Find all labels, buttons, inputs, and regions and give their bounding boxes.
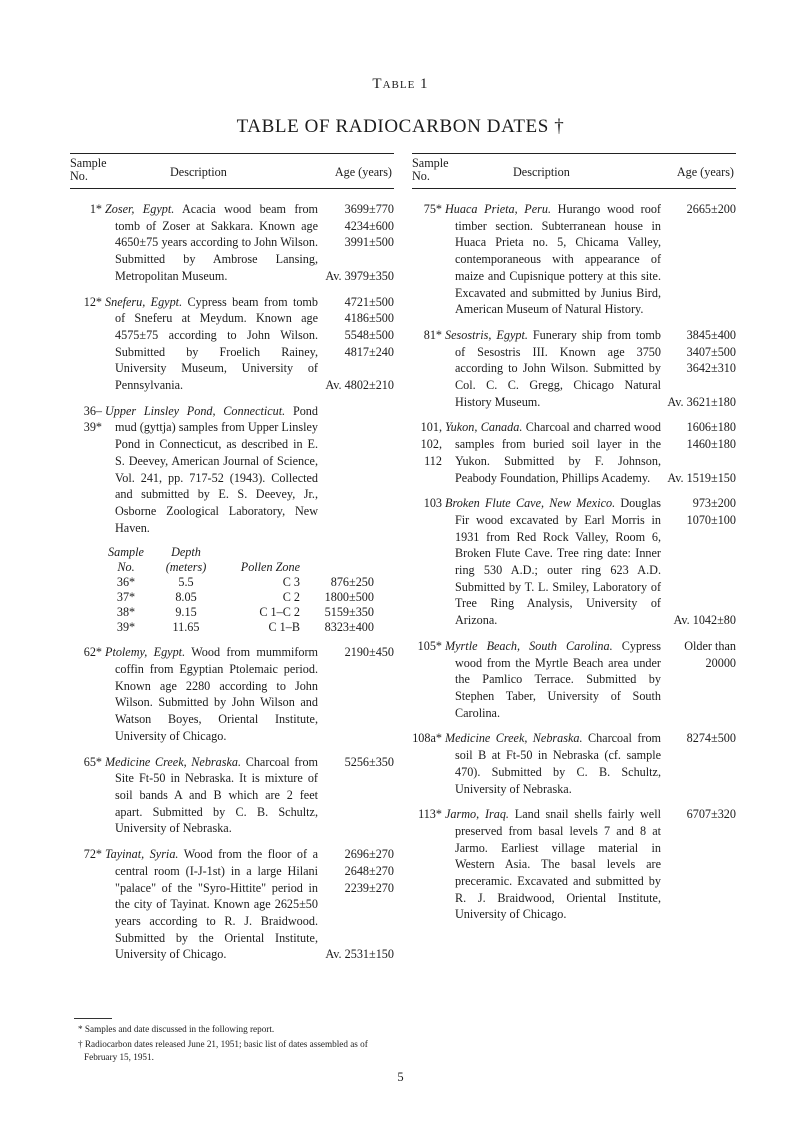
sample-text: Charcoal from Site Ft-50 in Nebraska. It is mixture of soil bands A and B which are 2 feet apart. Submitted by C. B. Schultz, University of Nebraska. bbox=[115, 754, 319, 836]
age-spacer bbox=[661, 453, 736, 470]
sample-ages bbox=[318, 201, 394, 285]
sample-description bbox=[445, 327, 661, 411]
table-row bbox=[412, 201, 736, 318]
sample-number: 72* bbox=[83, 847, 102, 862]
pollen-depth: 11.65 bbox=[172, 620, 200, 635]
sample-location: Broken Flute Cave, New Mexico. bbox=[445, 496, 616, 511]
sample-location: Sneferu, Egypt. bbox=[105, 294, 183, 309]
sample-ages bbox=[318, 754, 394, 838]
pollen-age: 1800±500 bbox=[324, 590, 374, 605]
age-value: 5548±500 bbox=[344, 327, 394, 342]
sample-ages bbox=[661, 806, 736, 923]
sample-description bbox=[105, 201, 318, 285]
sample-text: Land snail shells fairly well preserved from basal levels 7 and 8 at Jarmo. Earliest village material in Western Asia. The basal levels are preceramic. Excavated and submitted by R. J. Braidwood, Oriental Institute, University of Chicago. bbox=[455, 807, 661, 922]
pollen-age: 5159±350 bbox=[324, 605, 374, 620]
sample-description bbox=[105, 644, 318, 744]
sample-number: 62* bbox=[83, 645, 102, 660]
sample-location: Yukon, Canada. bbox=[445, 420, 523, 435]
age-value: 4817±240 bbox=[344, 344, 394, 359]
age-value: 3407±500 bbox=[686, 344, 736, 359]
sample-description bbox=[105, 294, 318, 394]
right-table-body bbox=[412, 189, 736, 923]
age-average: Av. 3979±350 bbox=[325, 268, 394, 283]
table-row bbox=[412, 638, 736, 722]
table-row bbox=[70, 294, 394, 394]
footnote-samples: * Samples and date discussed in the following report. bbox=[78, 1024, 275, 1034]
age-value: 3699±770 bbox=[344, 202, 394, 216]
sample-number: 1* bbox=[89, 202, 102, 216]
sample-description bbox=[445, 419, 661, 486]
pollen-row bbox=[100, 620, 374, 635]
sample-location: Medicine Creek, Nebraska. bbox=[445, 731, 583, 746]
table-row bbox=[70, 201, 394, 285]
pollen-zone: C 2 bbox=[282, 590, 300, 605]
sample-text: Hurango wood roof timber section. Subterranean house in Huaca Prieta no. 5, Chicama Valley, contemporaneous with appearance of maize and Cupisnique pottery at this site. Excavated and submitted by Junius Bird, American Museum of Natural History. bbox=[455, 202, 661, 317]
footnote-release: † Radiocarbon dates released June 21, 1951; basic list of dates assembled as of February 15, 1951. bbox=[78, 1039, 368, 1062]
pollen-header: Sample No. bbox=[108, 545, 144, 575]
sample-ages bbox=[318, 846, 394, 963]
age-value: 4234±600 bbox=[344, 218, 394, 233]
age-average: Av. 2531±150 bbox=[325, 947, 394, 962]
sample-number: 12* bbox=[83, 294, 102, 309]
sample-location: Ptolemy, Egypt. bbox=[105, 645, 186, 660]
sample-text: Funerary ship from tomb of Sesostris III. Known age 3750 according to John Wilson. Submitted by Col. C. C. Gregg, Chicago Natural History Museum. bbox=[455, 327, 661, 409]
table-row bbox=[412, 730, 736, 797]
sample-ages bbox=[318, 294, 394, 394]
age-value: 2648±270 bbox=[344, 863, 394, 878]
sample-number: 105* bbox=[417, 638, 442, 653]
sample-location: Huaca Prieta, Peru. bbox=[445, 202, 552, 216]
sample-text: Douglas Fir wood excavated by Earl Morris in 1931 from Red Rock Valley, Room 6, Broken Flute Cave. Tree ring date: Inner ring 530 A.D.; outer ring 623 A.D. Submitted by T. L. Smiley, Laboratory of Tree Ring Analysis, University of Arizona. bbox=[455, 496, 661, 628]
table-title: TABLE OF RADIOCARBON DATES † bbox=[236, 116, 565, 137]
sample-ages bbox=[661, 419, 736, 486]
pollen-header-age bbox=[300, 545, 374, 575]
age-value: 8274±500 bbox=[686, 731, 736, 746]
table-row bbox=[412, 419, 736, 486]
header-sample-no: Sample No. bbox=[70, 156, 107, 183]
header-description: Description bbox=[513, 165, 570, 179]
sample-location: Tayinat, Syria. bbox=[105, 847, 179, 862]
age-value: 1460±180 bbox=[686, 437, 736, 452]
sample-number: 101, 102, 112 bbox=[420, 420, 442, 468]
sample-text: Charcoal and charred wood samples from buried soil layer in the Yukon. Submitted by F. Johnson, Peabody Foundation, Phillips Academy. bbox=[455, 420, 662, 485]
sample-description bbox=[445, 730, 661, 797]
age-value: 1070±100 bbox=[686, 512, 736, 527]
table-row bbox=[412, 495, 736, 629]
pollen-sample: 37* bbox=[116, 590, 136, 605]
sample-location: Sesostris, Egypt. bbox=[445, 327, 528, 342]
sample-ages bbox=[661, 495, 736, 629]
pollen-zone: C 1–B bbox=[268, 620, 300, 635]
age-value: 1606±180 bbox=[686, 420, 736, 435]
sample-location: Jarmo, Iraq. bbox=[445, 807, 509, 822]
sample-description bbox=[105, 403, 318, 537]
age-value: 2665±200 bbox=[686, 202, 736, 216]
age-spacer bbox=[318, 251, 394, 268]
sample-number: 36–39* bbox=[83, 403, 102, 435]
sample-location: Myrtle Beach, South Carolina. bbox=[445, 638, 613, 653]
sample-description bbox=[445, 806, 661, 923]
header-age: Age (years) bbox=[676, 165, 734, 179]
sample-location: Medicine Creek, Nebraska. bbox=[105, 754, 242, 769]
pollen-header: Depth (meters) bbox=[165, 545, 207, 575]
table-label: Table 1 bbox=[372, 76, 429, 92]
age-value: 3845±400 bbox=[686, 327, 736, 342]
footnotes bbox=[74, 1018, 400, 1066]
table-row bbox=[412, 327, 736, 411]
age-value: Older than bbox=[684, 638, 736, 653]
pollen-depth: 8.05 bbox=[175, 590, 197, 605]
pollen-zone: C 3 bbox=[282, 575, 300, 590]
pollen-subtable bbox=[100, 545, 394, 635]
sample-text: Wood from mummiform coffin from Egyptian Ptolemaic period. Known age 2280 according to John Wilson. Submitted by John Wilson and Watson Boyes, Oriental Institute, University of Chicago. bbox=[115, 645, 319, 743]
age-value: 3991±500 bbox=[344, 235, 394, 250]
age-spacer bbox=[661, 529, 736, 613]
age-average: Av. 1042±80 bbox=[673, 613, 736, 628]
age-average: Av. 4802±210 bbox=[325, 378, 394, 393]
sample-ages bbox=[318, 403, 394, 537]
table-row bbox=[70, 754, 394, 838]
sample-description bbox=[445, 201, 661, 318]
pollen-sample: 39* bbox=[116, 620, 136, 635]
sample-ages bbox=[661, 730, 736, 797]
pollen-row bbox=[100, 605, 374, 620]
sample-ages bbox=[661, 201, 736, 318]
sample-number: 113* bbox=[418, 807, 442, 822]
age-value: 20000 bbox=[705, 655, 736, 670]
left-table-body bbox=[70, 189, 394, 963]
sample-number: 103 bbox=[423, 496, 442, 511]
age-value: 4721±500 bbox=[344, 294, 394, 309]
sample-ages bbox=[661, 327, 736, 411]
table-header bbox=[70, 153, 394, 189]
age-value: 6707±320 bbox=[686, 807, 736, 822]
sample-description bbox=[445, 638, 661, 722]
pollen-header-row bbox=[100, 545, 374, 575]
table-row bbox=[70, 403, 394, 537]
sample-ages bbox=[661, 638, 736, 722]
sample-ages bbox=[318, 644, 394, 744]
sample-location: Upper Linsley Pond, Connecticut. bbox=[105, 403, 286, 418]
age-value: 973±200 bbox=[692, 496, 736, 511]
age-average: Av. 1519±150 bbox=[667, 470, 736, 485]
age-average: Av. 3621±180 bbox=[667, 394, 736, 409]
age-value: 2239±270 bbox=[344, 880, 394, 895]
age-value: 3642±310 bbox=[686, 361, 736, 376]
sample-number: 75* bbox=[423, 202, 442, 216]
sample-number: 81* bbox=[423, 327, 442, 342]
age-value: 2190±450 bbox=[344, 645, 394, 660]
sample-text: Acacia wood beam from tomb of Zoser at Sakkara. Known age 4650±75 years according to John Wilson. Submitted by Ambrose Lansing, Metropolitan Museum. bbox=[115, 202, 319, 283]
table-row bbox=[70, 644, 394, 744]
sample-description bbox=[445, 495, 661, 629]
left-column bbox=[70, 153, 394, 972]
table-header bbox=[412, 153, 736, 189]
footnote-rule bbox=[74, 1018, 112, 1019]
right-column bbox=[412, 153, 736, 932]
pollen-row bbox=[100, 590, 374, 605]
age-spacer bbox=[318, 896, 394, 946]
header-description: Description bbox=[170, 165, 227, 179]
age-spacer bbox=[661, 377, 736, 394]
table-row bbox=[412, 806, 736, 923]
pollen-age: 8323±400 bbox=[324, 620, 374, 635]
sample-number: 108a* bbox=[412, 731, 442, 746]
sample-text: Wood from the floor of a central room (I-J-1st) in a large Hilani "palace" of the "Syro-Hittite" period in the city of Tayinat. Known age 2625±50 years according to R. J. Braidwood. Submitted by the Oriental Institute, University of Chicago. bbox=[115, 847, 319, 962]
sample-text: Pond mud (gyttja) samples from Upper Linsley Pond in Connecticut, as described in E. S. Deevey, American Journal of Science, Vol. 241, pp. 717-52 (1943). Collected and submitted by E. S. Deevey, Jr., Osborne Zoological Laboratory, New Haven. bbox=[115, 403, 318, 535]
age-value: 5256±350 bbox=[344, 754, 394, 769]
pollen-sample: 38* bbox=[116, 605, 136, 620]
table-row bbox=[70, 846, 394, 963]
sample-description bbox=[105, 754, 318, 838]
pollen-row bbox=[100, 575, 374, 590]
pollen-age: 876±250 bbox=[330, 575, 374, 590]
pollen-sample: 36* bbox=[116, 575, 136, 590]
sample-location: Zoser, Egypt. bbox=[105, 202, 175, 216]
pollen-depth: 9.15 bbox=[175, 605, 197, 620]
age-value: 2696±270 bbox=[344, 847, 394, 862]
sample-text: Cypress beam from tomb of Sneferu at Meydum. Known age 4575±75 according to John Wilson. Submitted by Froelich Rainey, University Museum, University of Pennsylvania. bbox=[115, 294, 318, 393]
page-number: 5 bbox=[397, 1070, 404, 1084]
sample-description bbox=[105, 846, 318, 963]
pollen-zone: C 1–C 2 bbox=[259, 605, 300, 620]
sample-number: 65* bbox=[83, 754, 102, 769]
age-value: 4186±500 bbox=[344, 311, 394, 326]
pollen-table bbox=[100, 545, 374, 635]
sample-text: Cypress wood from the Myrtle Beach area under the Pamlico Terrace. Submitted by Stephen Taber, University of South Carolina. bbox=[455, 638, 662, 720]
sample-text: Charcoal from soil B at Ft-50 in Nebraska (cf. sample 470). Submitted by C. B. Schultz, University of Nebraska. bbox=[455, 731, 662, 796]
pollen-header: Pollen Zone bbox=[240, 560, 300, 575]
age-spacer bbox=[318, 360, 394, 377]
pollen-depth: 5.5 bbox=[178, 575, 194, 590]
header-age: Age (years) bbox=[334, 165, 392, 179]
header-sample-no: Sample No. bbox=[412, 156, 449, 183]
